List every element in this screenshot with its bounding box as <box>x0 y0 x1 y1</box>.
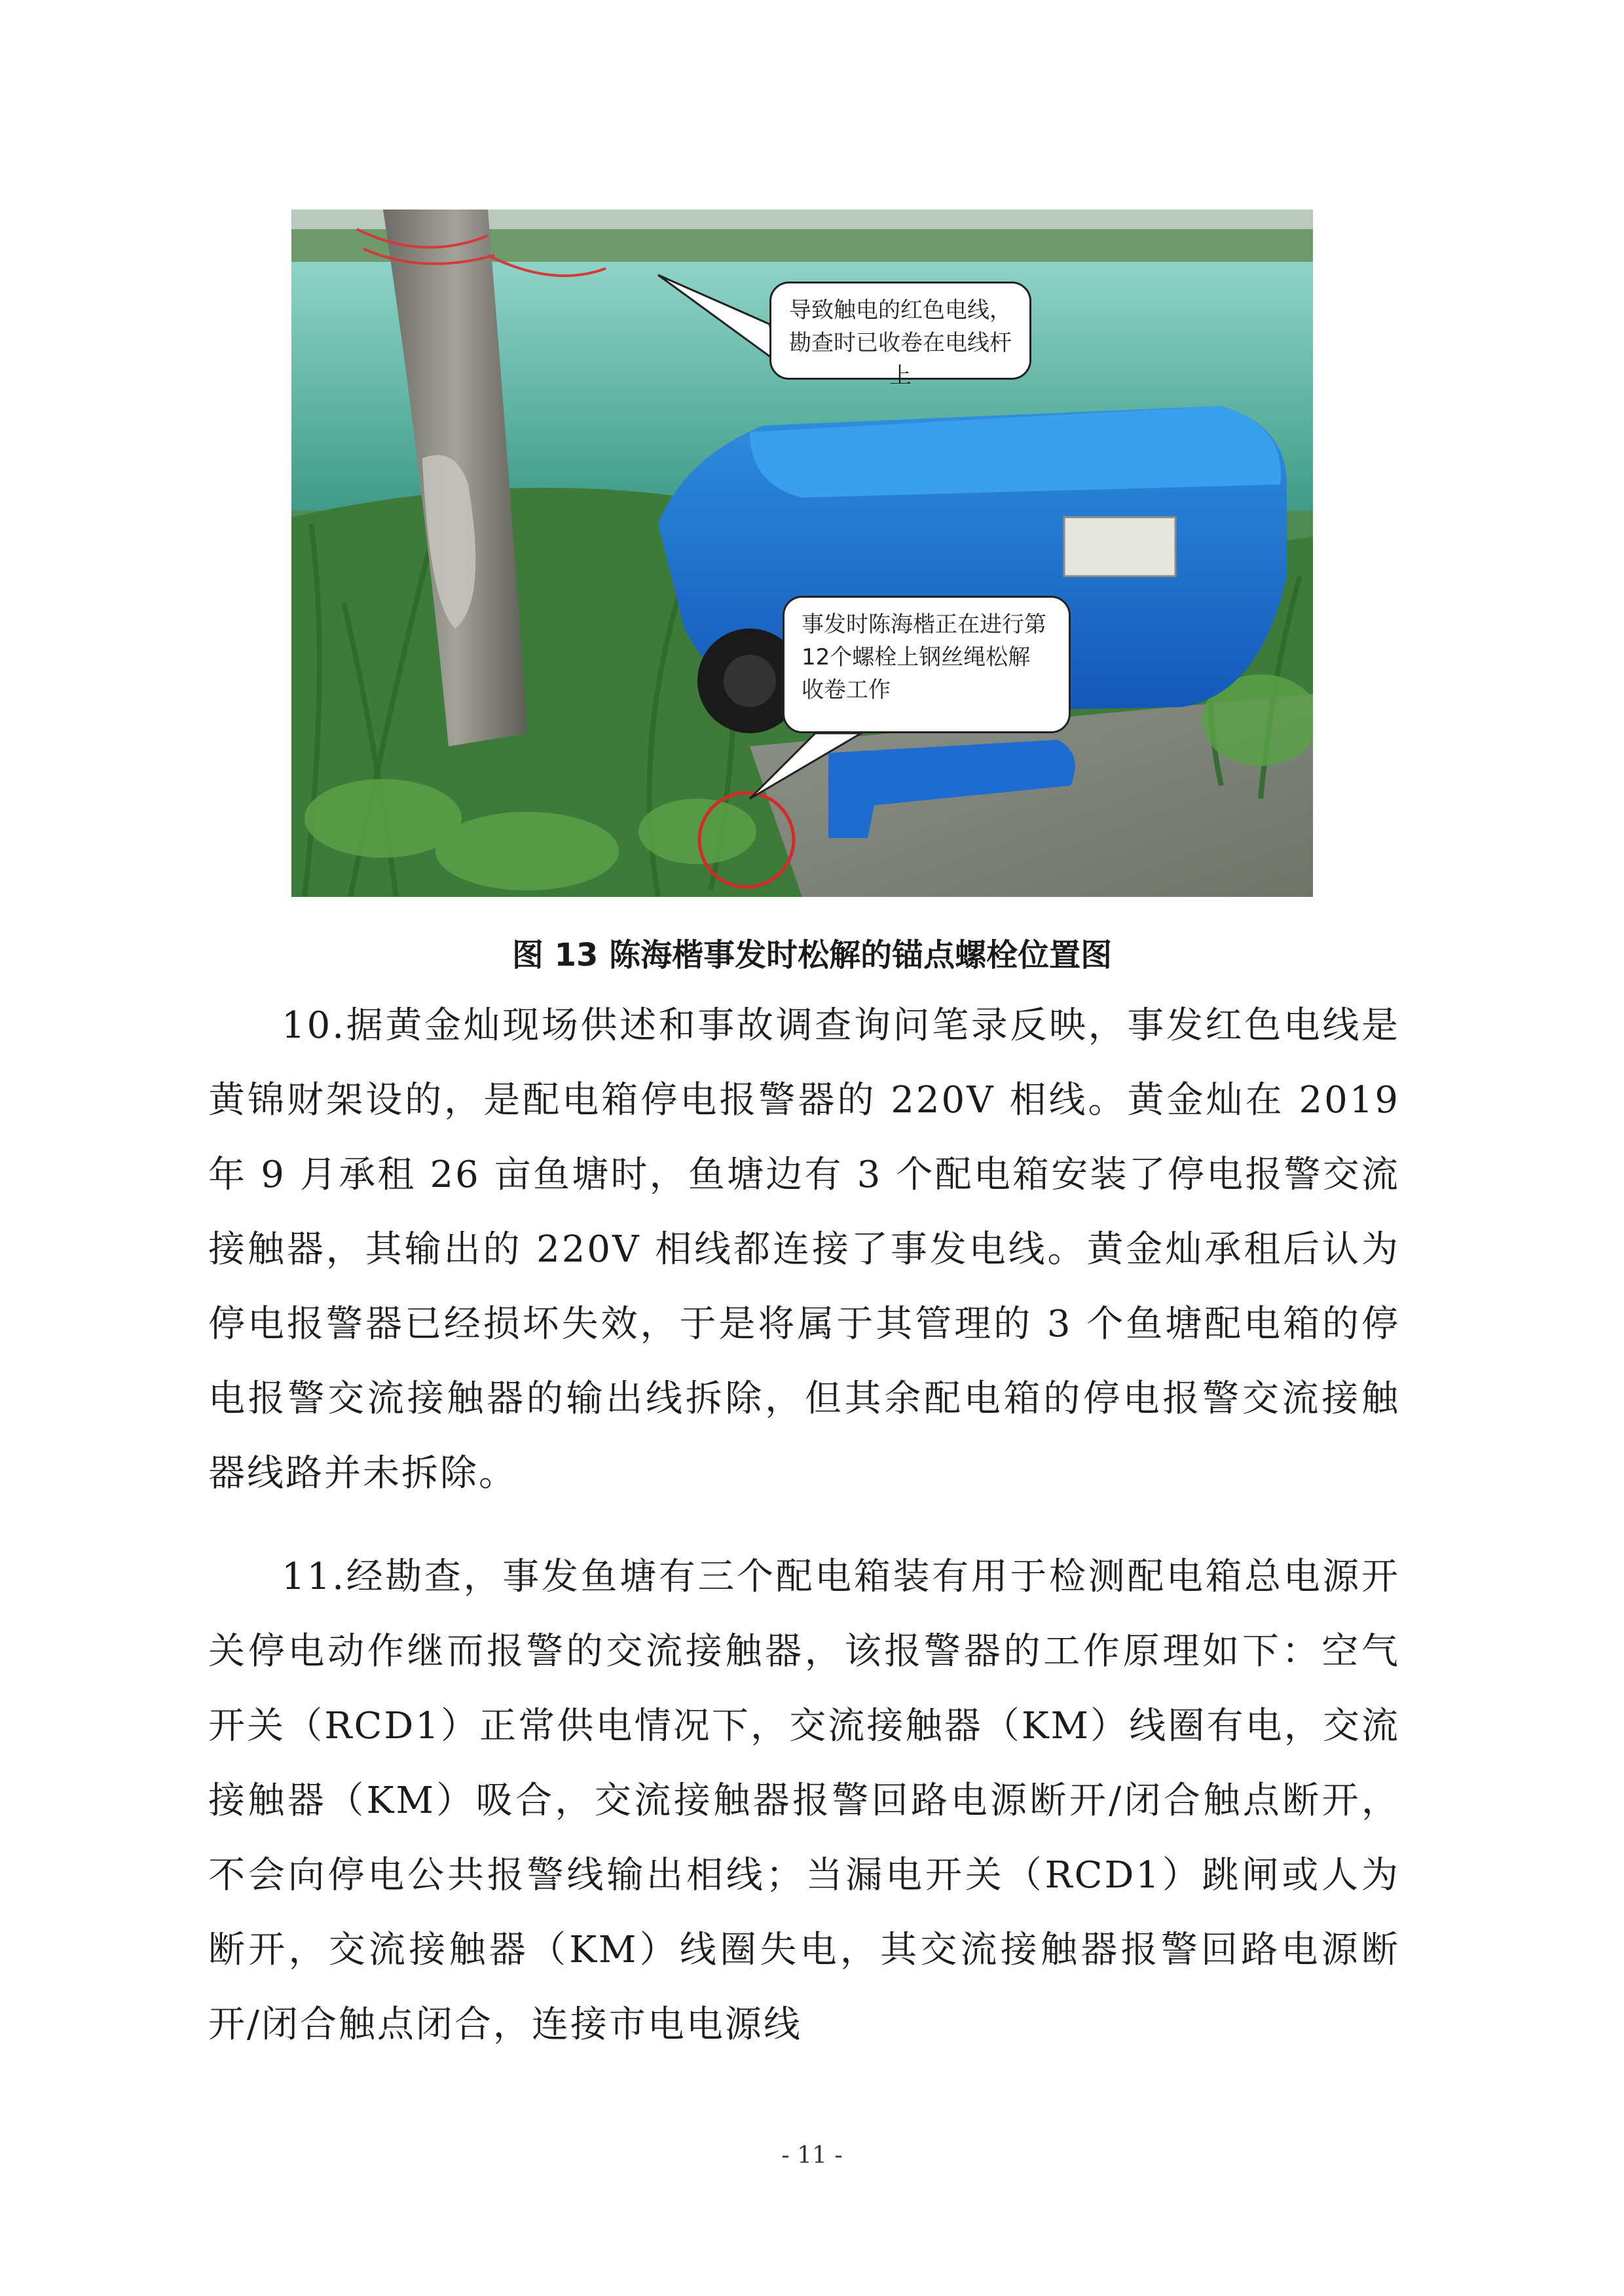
callout-bolt-work: 事发时陈海楷正在进行第12个螺栓上钢丝绳松解收卷工作 <box>783 596 1071 733</box>
accident-site-photo <box>291 210 1313 897</box>
figure-caption: 图 13 陈海楷事发时松解的锚点螺栓位置图 <box>511 937 1113 974</box>
callout-red-wire: 导致触电的红色电线，勘查时已收卷在电线杆上 <box>769 282 1031 380</box>
paragraph-11: 11.经勘查，事发鱼塘有三个配电箱装有用于检测配电箱总电源开关停电动作继而报警的交流接触器，该报警器的工作原理如下：空气开关（RCD1）正常供电情况下，交流接触器（KM）线圈有电，交流接触器（KM）吸合，交流接触器报警回路电源断开/闭合触点断开，不会向停电公共报警线输出相线；当漏电开关（RCD1）跳闸或人为断开，交流接触器（KM）线圈失电，其交流接触器报警回路电源断开/闭合触点闭合，连接市电电源线 <box>208 1556 1400 2046</box>
page-number: - 11 - <box>781 2142 843 2169</box>
paragraph-10: 10.据黄金灿现场供述和事故调查询问笔录反映，事发红色电线是黄锦财架设的，是配电箱停电报警器的 220V 相线。黄金灿在 2019 年 9 月承租 26 亩鱼塘时，鱼塘边有 3 个配电箱安装了停电报警交流接触器，其输出的 220V 相线都连接了事发电线。黄金灿承租后认为停电报警器已经损坏失效，于是将属于其管理的 3 个鱼塘配电箱的停电报警交流接触器的输出线拆除，但其余配电箱的停电报警交流接触器线路并未拆除。 <box>208 1004 1400 1495</box>
